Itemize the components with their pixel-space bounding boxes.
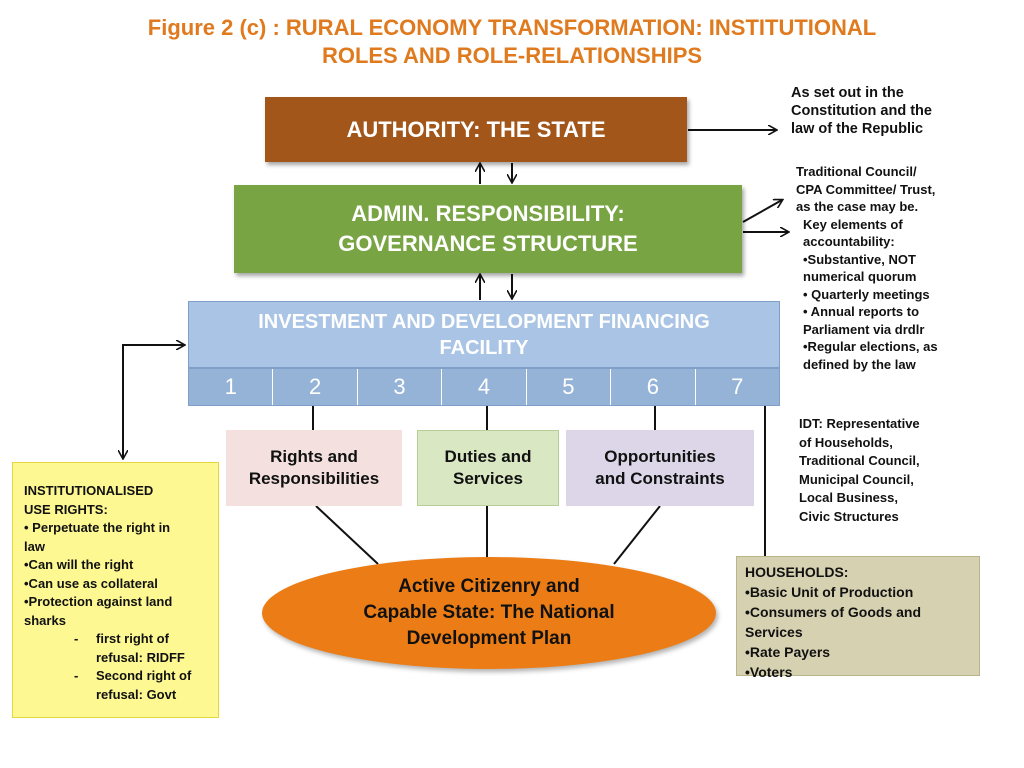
governance-note-line: Key elements of	[803, 216, 903, 232]
use-rights-line: INSTITUTIONALISED	[24, 483, 154, 498]
use-rights-line: USE RIGHTS:	[24, 501, 108, 517]
arrow-admin-to-council-note	[743, 200, 782, 222]
facility-number-cell: 5	[527, 369, 611, 405]
sub-item-dash: -	[74, 631, 79, 646]
opportunities-constraints-box	[566, 430, 754, 506]
rights-responsibilities-box	[226, 430, 402, 506]
use-rights-line: sharks	[24, 612, 66, 628]
idt-note	[799, 415, 920, 526]
households-line: Services	[745, 624, 803, 640]
ndp-label-line-1: Active Citizenry and	[398, 576, 580, 597]
sub-item-dash: -	[74, 668, 79, 683]
idt-note-line: Civic Structures	[799, 508, 899, 524]
connector-opportunities-to-ndp	[614, 506, 660, 564]
use-rights-sub-line: refusal: Govt	[96, 686, 177, 702]
governance-note-line: Traditional Council/	[796, 164, 917, 179]
households-line: •Consumers of Goods and	[745, 604, 922, 620]
idt-note-line: IDT: Representative	[799, 416, 920, 431]
households-line: •Rate Payers	[745, 644, 831, 660]
use-rights-sub-item	[24, 667, 208, 704]
admin-responsibility-box	[234, 185, 742, 273]
households-line: •Voters	[745, 664, 793, 680]
authority-label: AUTHORITY: THE STATE	[346, 116, 606, 142]
facility-number-cell: 2	[273, 369, 357, 405]
connector-rights-to-ndp	[316, 506, 378, 564]
figure-title-line-1: Figure 2 (c) : RURAL ECONOMY TRANSFORMATION: INSTITUTIONAL	[147, 15, 877, 40]
use-rights-line: law	[24, 538, 45, 554]
idt-note-line: Traditional Council,	[799, 453, 920, 468]
idt-note-line: Municipal Council,	[799, 471, 914, 487]
facility-number-cell: 3	[358, 369, 442, 405]
facility-label-line-2: FACILITY	[439, 336, 529, 359]
opportunities-label-line-1: Opportunities	[604, 447, 716, 466]
use-rights-sub-line: Second right of	[96, 668, 192, 683]
governance-note-line: Parliament via drdlr	[803, 321, 925, 337]
constitution-note-line: law of the Republic	[791, 121, 924, 137]
households-line: HOUSEHOLDS:	[745, 564, 849, 580]
duties-services-box	[417, 430, 559, 506]
duties-label-line-2: Services	[453, 469, 523, 488]
idt-note-line: Local Business,	[799, 490, 898, 505]
ndp-label-line-3: Development Plan	[406, 628, 572, 649]
use-rights-line: • Perpetuate the right in	[24, 520, 171, 535]
governance-note-line: CPA Committee/ Trust,	[796, 181, 936, 197]
governance-note-line: as the case may be.	[796, 199, 919, 214]
institutionalised-use-rights-box	[12, 462, 219, 718]
financing-facility-box	[188, 301, 780, 368]
facility-number-cell: 1	[189, 369, 273, 405]
constitution-note-line: As set out in the	[791, 85, 904, 101]
duties-label-line-1: Duties and	[444, 447, 532, 466]
use-rights-line: •Can use as collateral	[24, 575, 158, 591]
governance-note-line: defined by the law	[803, 356, 916, 372]
governance-accountability-note	[796, 163, 938, 373]
governance-note-line: numerical quorum	[803, 269, 917, 284]
rights-label-line-1: Rights and	[270, 447, 358, 466]
opportunities-label-line-2: and Constraints	[595, 469, 725, 488]
constitution-note-line: Constitution and the	[791, 103, 932, 119]
governance-note-line: • Quarterly meetings	[803, 286, 930, 302]
governance-note-line: •Substantive, NOT	[803, 251, 916, 267]
use-rights-sub-item	[24, 630, 208, 667]
idt-note-line: of Households,	[799, 434, 893, 450]
households-box	[736, 556, 980, 680]
constitution-note	[791, 84, 932, 138]
accountability-list	[796, 216, 938, 374]
facility-number-cell: 7	[731, 374, 744, 399]
facility-label-line-1: INVESTMENT AND DEVELOPMENT FINANCING	[258, 310, 710, 333]
figure-title-line-2: ROLES AND ROLE-RELATIONSHIPS	[321, 43, 703, 68]
national-development-plan-ellipse	[262, 557, 716, 669]
arrow-use-rights-to-facility	[123, 345, 184, 450]
admin-label-line-1: ADMIN. RESPONSIBILITY:	[351, 201, 625, 226]
ndp-label-line-2: Capable State: The National	[363, 602, 615, 623]
governance-note-line: •Regular elections, as	[803, 339, 938, 354]
use-rights-line: •Protection against land	[24, 594, 173, 609]
households-line: •Basic Unit of Production	[745, 584, 914, 600]
facility-number-cell: 6	[611, 369, 695, 405]
governance-note-line: • Annual reports to	[803, 304, 920, 319]
facility-number-row	[188, 368, 780, 406]
rights-label-line-2: Responsibilities	[248, 469, 380, 488]
use-rights-sub-line: first right of	[96, 631, 169, 646]
governance-note-line: accountability:	[803, 234, 895, 249]
authority-box	[265, 97, 687, 162]
facility-number-cell: 4	[442, 369, 526, 405]
use-rights-sub-line: refusal: RIDFF	[96, 649, 185, 665]
use-rights-line: •Can will the right	[24, 557, 134, 572]
admin-label-line-2: GOVERNANCE STRUCTURE	[338, 231, 638, 256]
